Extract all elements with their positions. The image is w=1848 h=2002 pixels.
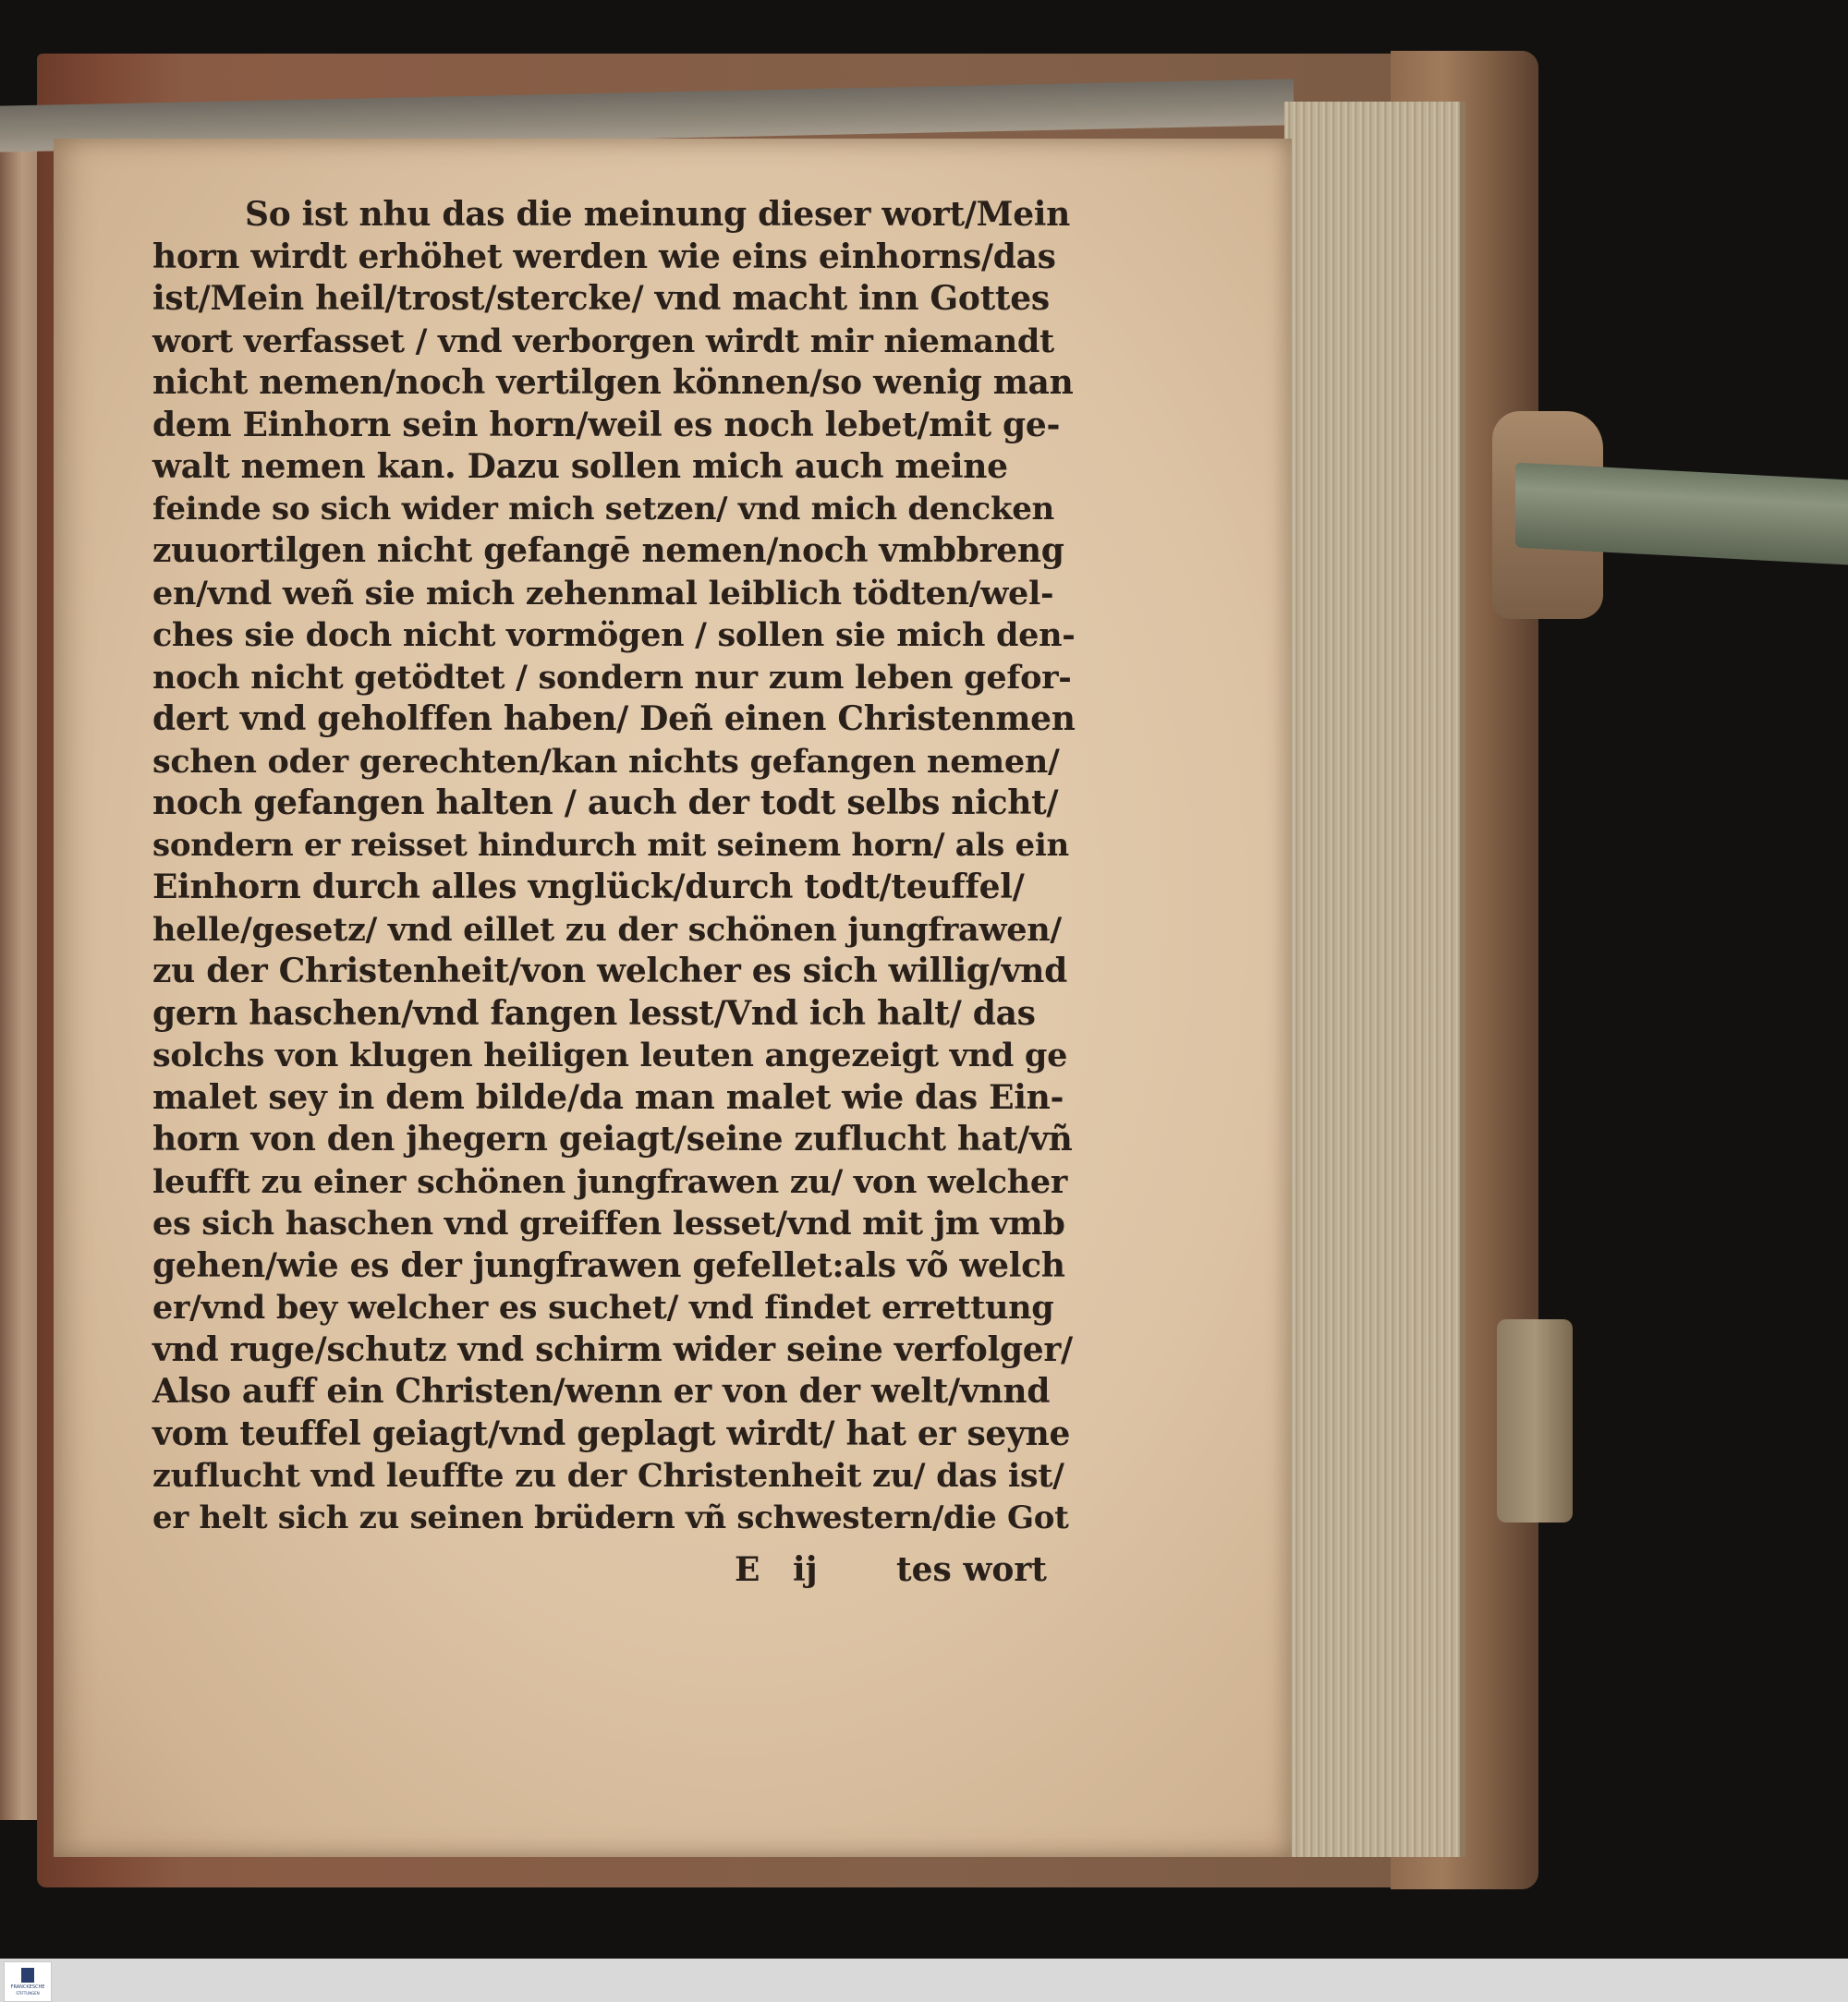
text-line: zu der Christenheit/von welcher es sich willig/vnd: [152, 952, 1067, 990]
catchword: tes wort: [896, 1550, 1047, 1589]
text-line: So ist nhu das die meinung dieser wort/Mein: [245, 195, 1071, 234]
clasp-bar: [1515, 463, 1848, 565]
text-line: noch gefangen halten / auch der todt selbs nicht/: [152, 783, 1059, 822]
page-footer-line: [735, 1550, 1076, 1596]
text-line: zuflucht vnd leuffte zu der Christenheit zu/ das ist/: [152, 1457, 1064, 1495]
page-stack-fore-edge: [1284, 102, 1465, 1857]
text-line: gehen/wie es der jungfrawen gefellet:als võ welch: [152, 1245, 1065, 1285]
text-line: gern haschen/vnd fangen lesst/Vnd ich halt/ das: [152, 993, 1036, 1033]
text-line: vnd ruge/schutz vnd schirm wider seine verfolger/: [152, 1329, 1073, 1369]
text-line: es sich haschen vnd greiffen lesset/vnd mit jm vmb: [152, 1205, 1065, 1243]
text-line: Einhorn durch alles vnglück/durch todt/teuffel/: [152, 868, 1025, 906]
text-line: Also auff ein Christen/wenn er von der welt/vnnd: [152, 1372, 1051, 1411]
text-line: leufft zu einer schönen jungfrawen zu/ von welcher: [152, 1162, 1068, 1201]
logo-text-line2: STIFTUNGEN: [16, 1991, 40, 1996]
text-line: solchs von klugen heiligen leuten angezeigt vnd ge: [152, 1037, 1068, 1074]
signature-number: ij: [793, 1550, 818, 1589]
logo-text-line1: FRANCKESCHE: [10, 1984, 45, 1990]
text-line: nicht nemen/noch vertilgen können/so wenig man: [152, 363, 1074, 402]
text-line: malet sey in dem bilde/da man malet wie das Ein-: [152, 1077, 1064, 1117]
logo-icon: [21, 1968, 34, 1983]
text-line: feinde so sich wider mich setzen/ vnd mich dencken: [152, 490, 1054, 528]
text-line: er helt sich zu seinen brüdern vñ schwestern/die Got: [152, 1498, 1069, 1536]
text-line: en/vnd weñ sie mich zehenmal leiblich tödten/wel-: [152, 574, 1054, 613]
text-line: ist/Mein heil/trost/stercke/ vnd macht inn Gottes: [152, 279, 1050, 318]
text-line: vom teuffel geiagt/vnd geplagt wirdt/ hat er seyne: [152, 1414, 1071, 1453]
text-line: wort verfasset / vnd verborgen wirdt mir niemandt: [152, 322, 1054, 360]
text-line: helle/gesetz/ vnd eillet zu der schönen jungfrawen/: [152, 910, 1062, 949]
text-line: sondern er reisset hindurch mit seinem horn/ als ein: [152, 826, 1069, 864]
text-line: ches sie doch nicht vormögen / sollen sie mich den-: [152, 616, 1076, 654]
text-line: walt nemen kan. Dazu sollen mich auch meine: [152, 447, 1008, 486]
viewer-footer-bar: [0, 1959, 1848, 2002]
text-line: er/vnd bey welcher es suchet/ vnd findet errettung: [152, 1289, 1054, 1327]
signature-mark: E: [735, 1550, 760, 1589]
text-line: noch nicht getödtet / sondern nur zum leben gefor-: [152, 658, 1072, 697]
text-line: horn wirdt erhöhet werden wie eins einhorns/das: [152, 237, 1056, 276]
text-line: dem Einhorn sein horn/weil es noch lebet/mit ge-: [152, 405, 1061, 444]
page-text-block: [152, 194, 1076, 1539]
clasp-catch: [1497, 1319, 1573, 1523]
text-line: horn von den jhegern geiagt/seine zuflucht hat/vñ: [152, 1120, 1073, 1159]
text-line: zuuortilgen nicht gefangē nemen/noch vmbbreng: [152, 531, 1064, 570]
text-line: dert vnd geholffen haben/ Deñ einen Christenmen: [152, 699, 1076, 738]
text-line: schen oder gerechten/kan nichts gefangen nemen/: [152, 742, 1060, 781]
institution-logo[interactable]: [4, 1961, 52, 2002]
facing-page-edge: [0, 111, 37, 1820]
